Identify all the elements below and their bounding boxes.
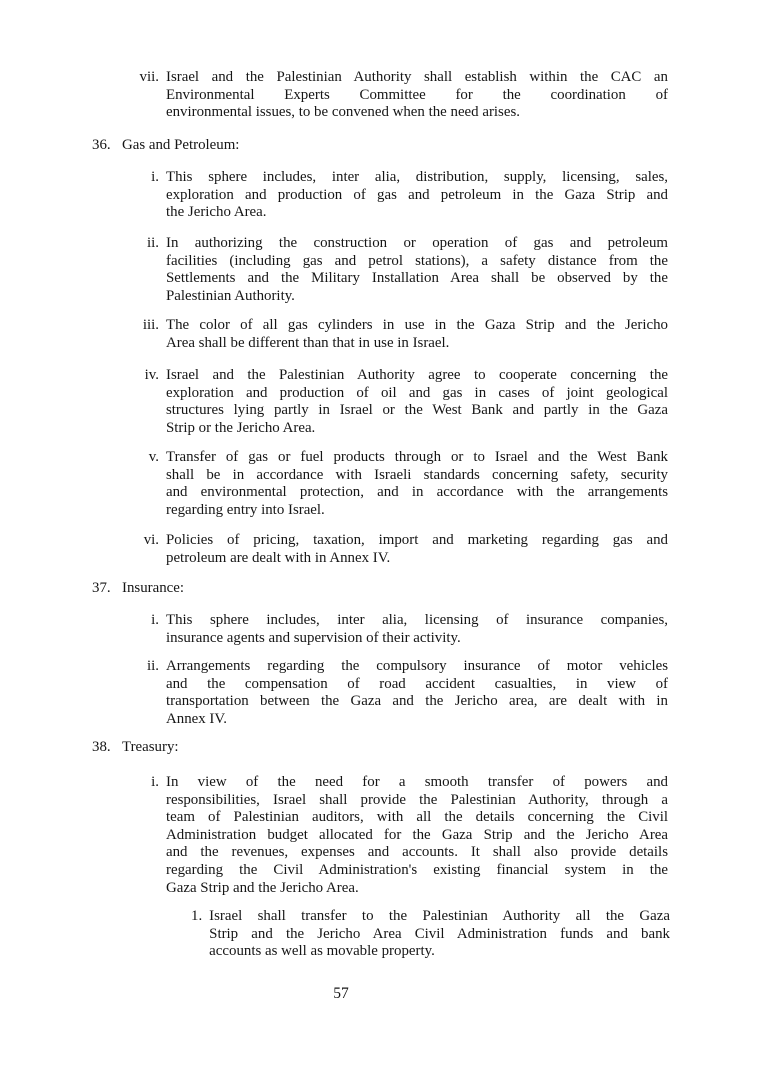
clause-text: Transfer of gas or fuel products through or to Israel and the West Bank shall be in accordance with Israeli standards concerning safety, security and environmental protection, and in accordance with the arrangements regarding entry into Israel. — [166, 449, 668, 518]
clause-marker: ii. — [147, 658, 159, 674]
clause-marker: i. — [151, 774, 159, 790]
clause-36-ii — [138, 235, 668, 305]
clause-36-iii — [138, 317, 668, 352]
clause-marker: ii. — [147, 235, 159, 251]
clause-36-vi — [138, 532, 668, 567]
page-number: 57 — [333, 985, 349, 1002]
clause-marker: vi. — [143, 532, 159, 548]
clause-vii — [138, 69, 668, 122]
clause-text: Israel and the Palestinian Authority agree to cooperate concerning the exploration and production of oil and gas in cases of joint geological structures lying partly in Israel or the West Bank and partly in the Gaza Strip or the Jericho Area. — [166, 367, 668, 436]
clause-marker: i. — [151, 612, 159, 628]
clause-36-iv — [138, 367, 668, 437]
section-38-heading — [92, 739, 668, 757]
section-36-heading — [92, 137, 668, 155]
section-title: Insurance: — [122, 580, 185, 596]
section-number: 38. — [92, 739, 111, 755]
clause-text: Israel shall transfer to the Palestinian Authority all the Gaza Strip and the Jericho Area Civil Administration funds and bank accounts as well as movable property. — [209, 908, 670, 960]
clause-text: Policies of pricing, taxation, import and marketing regarding gas and petroleum are dealt with in Annex IV. — [166, 532, 668, 566]
clause-37-ii — [138, 658, 668, 728]
clause-marker: iii. — [142, 317, 159, 333]
section-title: Gas and Petroleum: — [122, 137, 240, 153]
section-37-heading — [92, 580, 668, 598]
clause-text: In view of the need for a smooth transfer of powers and responsibilities, Israel shall provide the Palestinian Authority, through a team of Palestinian auditors, with all the details concerning the Civil Administration budget allocated for the Gaza Strip and the Jericho Area and the revenues, expenses and accounts. It shall also provide details regarding the Civil Administration's existing financial system in the Gaza Strip and the Jericho Area. — [166, 774, 668, 896]
clause-38-i-1 — [191, 908, 670, 961]
clause-marker: i. — [151, 169, 159, 185]
clause-36-v — [138, 449, 668, 519]
section-number: 36. — [92, 137, 111, 153]
clause-marker: 1. — [191, 908, 203, 924]
clause-marker: iv. — [144, 367, 159, 383]
clause-text: The color of all gas cylinders in use in the Gaza Strip and the Jericho Area shall be different than that in use in Israel. — [166, 317, 668, 351]
clause-36-i — [138, 169, 668, 222]
section-number: 37. — [92, 580, 111, 596]
clause-text: Arrangements regarding the compulsory insurance of motor vehicles and the compensation of road accident casualties, in view of transportation between the Gaza and the Jericho area, are dealt with in Annex IV. — [166, 658, 668, 727]
clause-38-i — [138, 774, 668, 897]
clause-marker: vii. — [139, 69, 159, 85]
clause-text: This sphere includes, inter alia, distribution, supply, licensing, sales, exploration and production of gas and petroleum in the Gaza Strip and the Jericho Area. — [166, 169, 668, 221]
clause-marker: v. — [148, 449, 159, 465]
clause-text: This sphere includes, inter alia, licensing of insurance companies, insurance agents and supervision of their activity. — [166, 612, 668, 646]
clause-text: Israel and the Palestinian Authority shall establish within the CAC an Environmental Experts Committee for the coordination of environmental issues, to be convened when the need arises. — [166, 69, 668, 121]
clause-37-i — [138, 612, 668, 647]
clause-text: In authorizing the construction or operation of gas and petroleum facilities (including gas and petrol stations), a safety distance from the Settlements and the Military Installation Area shall be observed by the Palestinian Authority. — [166, 235, 668, 304]
section-title: Treasury: — [122, 739, 179, 755]
